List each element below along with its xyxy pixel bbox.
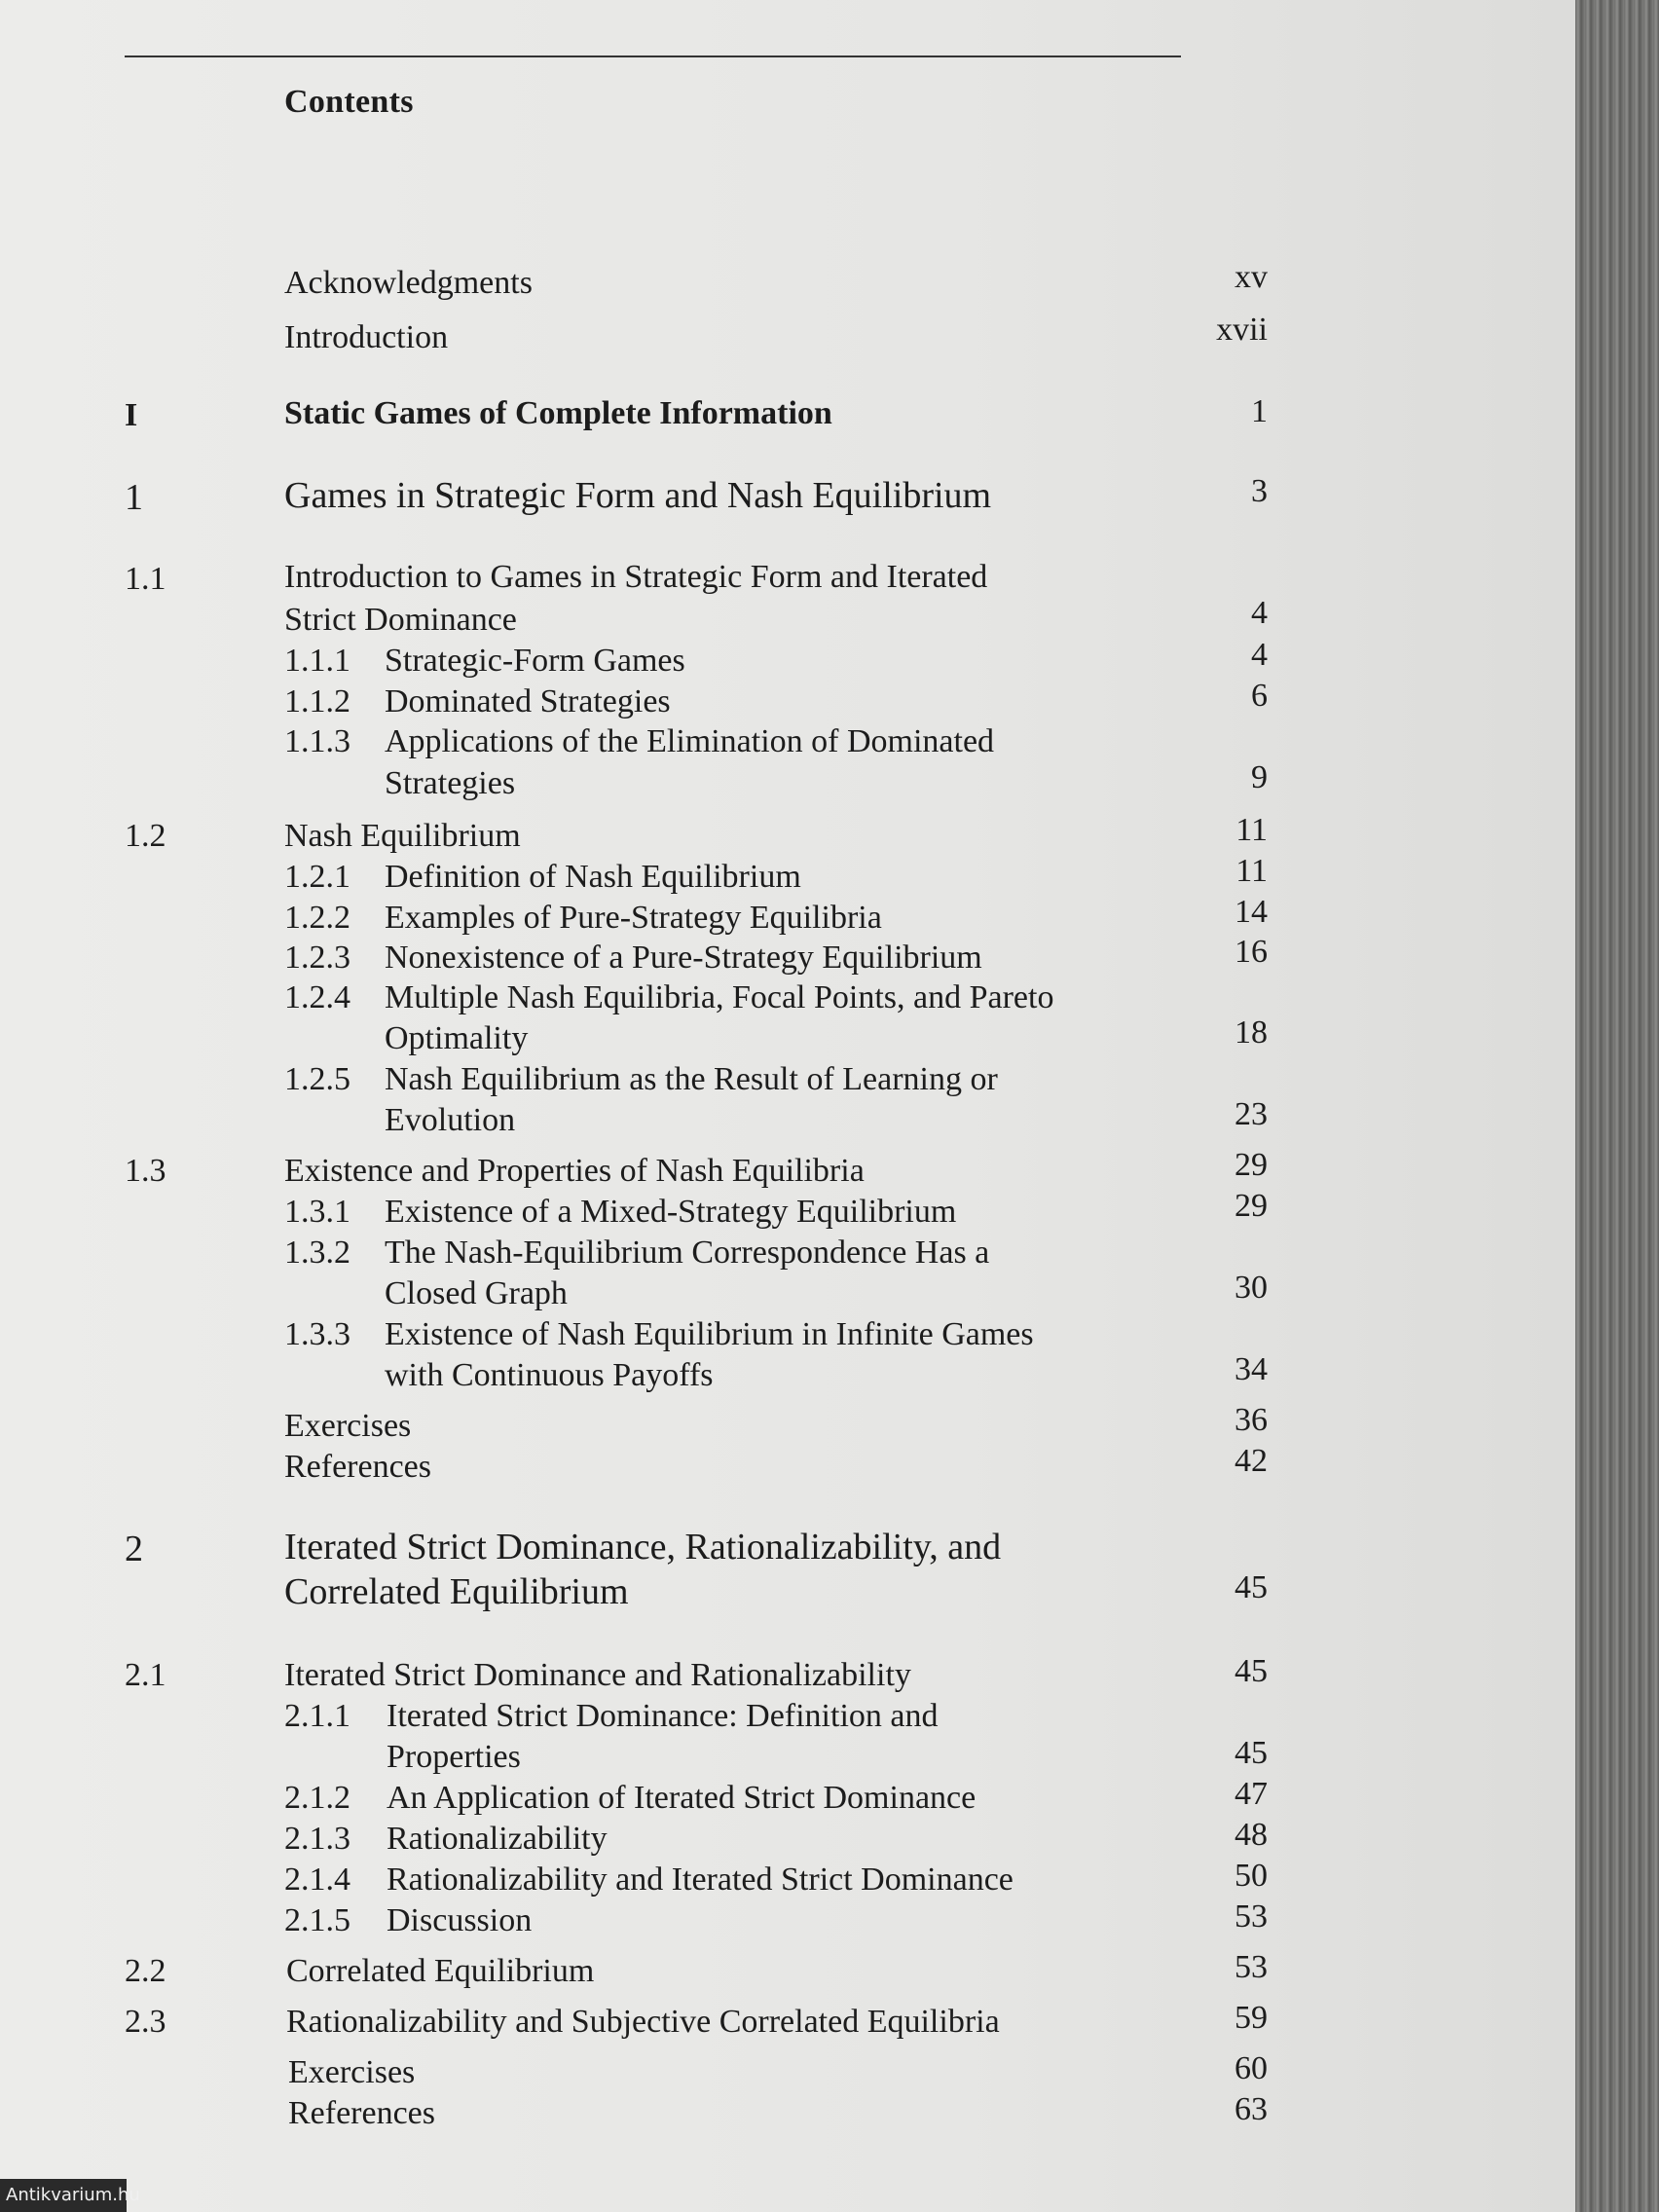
toc-title-acknowledgments: Acknowledgments <box>284 265 533 301</box>
subsection-page: 6 <box>1251 678 1268 714</box>
subsection-title: Definition of Nash Equilibrium <box>385 859 801 895</box>
subsection-number: 2.1.2 <box>284 1780 350 1816</box>
subsection-page: 4 <box>1251 637 1268 673</box>
chapter-page: 45 <box>1235 1569 1268 1605</box>
subsection-title-continued: Properties <box>387 1739 521 1775</box>
subsection-page: 11 <box>1235 853 1268 889</box>
references-page: 42 <box>1235 1443 1268 1479</box>
section-title: Nash Equilibrium <box>284 818 521 854</box>
toc-page-acknowledgments: xv <box>1235 259 1268 295</box>
section-page: 59 <box>1235 2000 1268 2036</box>
subsection-number: 1.2.4 <box>284 979 350 1015</box>
subsection-title: Strategic-Form Games <box>385 643 685 679</box>
page-title: Contents <box>284 84 414 120</box>
section-page: 11 <box>1235 812 1268 848</box>
subsection-title: Discussion <box>387 1902 533 1938</box>
subsection-title-continued: Evolution <box>385 1102 516 1138</box>
subsection-number: 2.1.5 <box>284 1902 350 1938</box>
subsection-title: Rationalizability <box>387 1821 608 1857</box>
subsection-number: 2.1.1 <box>284 1698 350 1734</box>
subsection-page: 48 <box>1235 1817 1268 1853</box>
subsection-number: 1.2.3 <box>284 940 350 976</box>
subsection-page: 53 <box>1235 1899 1268 1935</box>
subsection-page: 45 <box>1235 1735 1268 1771</box>
subsection-title-continued: Strategies <box>385 765 516 801</box>
references-title: References <box>288 2095 436 2131</box>
section-page: 45 <box>1235 1653 1268 1689</box>
chapter-number: 2 <box>125 1529 143 1569</box>
subsection-page: 16 <box>1235 934 1268 970</box>
subsection-page: 9 <box>1251 759 1268 795</box>
subsection-number: 1.1.2 <box>284 683 350 719</box>
subsection-title: Existence of Nash Equilibrium in Infinite Games <box>385 1316 1034 1352</box>
subsection-number: 1.1.3 <box>284 723 350 759</box>
chapter-title: Iterated Strict Dominance, Rationalizability, and <box>284 1527 1002 1567</box>
subsection-number: 1.2.5 <box>284 1061 350 1097</box>
section-title: Introduction to Games in Strategic Form and Iterated <box>284 559 988 595</box>
section-number: 2.1 <box>125 1657 166 1693</box>
chapter-title: Games in Strategic Form and Nash Equilibrium <box>284 475 992 516</box>
section-page: 53 <box>1235 1949 1268 1985</box>
subsection-title: Multiple Nash Equilibria, Focal Points, and Pareto <box>385 979 1054 1015</box>
subsection-page: 34 <box>1235 1351 1268 1387</box>
exercises-title: Exercises <box>284 1408 412 1444</box>
subsection-title-continued: Closed Graph <box>385 1275 568 1311</box>
watermark: Antikvarium.hu <box>0 2179 127 2212</box>
subsection-page: 18 <box>1235 1014 1268 1051</box>
references-title: References <box>284 1449 432 1485</box>
exercises-page: 60 <box>1235 2050 1268 2086</box>
subsection-title: Rationalizability and Iterated Strict Dominance <box>387 1862 1014 1898</box>
subsection-title: Nash Equilibrium as the Result of Learning or <box>385 1061 998 1097</box>
subsection-number: 1.2.1 <box>284 859 350 895</box>
section-number: 1.2 <box>125 818 166 854</box>
subsection-page: 50 <box>1235 1858 1268 1894</box>
part-page: 1 <box>1251 393 1268 429</box>
references-page: 63 <box>1235 2091 1268 2127</box>
subsection-title: Existence of a Mixed-Strategy Equilibrium <box>385 1194 957 1230</box>
subsection-page: 30 <box>1235 1270 1268 1306</box>
chapter-page: 3 <box>1251 473 1268 509</box>
chapter-title-continued: Correlated Equilibrium <box>284 1571 629 1612</box>
subsection-page: 47 <box>1235 1776 1268 1812</box>
section-number: 2.3 <box>125 2004 166 2040</box>
subsection-page: 23 <box>1235 1096 1268 1132</box>
part-title: Static Games of Complete Information <box>284 395 832 431</box>
subsection-title: The Nash-Equilibrium Correspondence Has a <box>385 1235 990 1271</box>
section-title: Correlated Equilibrium <box>286 1953 595 1989</box>
chapter-number: 1 <box>125 477 143 518</box>
exercises-page: 36 <box>1235 1402 1268 1438</box>
subsection-title: Examples of Pure-Strategy Equilibria <box>385 900 882 936</box>
subsection-title: Nonexistence of a Pure-Strategy Equilibrium <box>385 940 982 976</box>
subsection-number: 1.2.2 <box>284 900 350 936</box>
section-number: 2.2 <box>125 1953 166 1989</box>
subsection-number: 1.1.1 <box>284 643 350 679</box>
toc-title-introduction: Introduction <box>284 319 449 355</box>
section-title-continued: Strict Dominance <box>284 602 517 638</box>
section-number: 1.3 <box>125 1153 166 1189</box>
subsection-number: 2.1.3 <box>284 1821 350 1857</box>
toc-page-introduction: xvii <box>1216 312 1268 348</box>
subsection-title: Applications of the Elimination of Dominated <box>385 723 995 759</box>
subsection-number: 1.3.1 <box>284 1194 350 1230</box>
subsection-title: Dominated Strategies <box>385 683 671 719</box>
subsection-title-continued: with Continuous Payoffs <box>385 1357 714 1393</box>
part-number: I <box>125 397 138 433</box>
section-title: Rationalizability and Subjective Correlated Equilibria <box>286 2004 1000 2040</box>
exercises-title: Exercises <box>288 2054 416 2090</box>
subsection-title-continued: Optimality <box>385 1020 529 1056</box>
subsection-title: Iterated Strict Dominance: Definition and <box>387 1698 939 1734</box>
section-title: Iterated Strict Dominance and Rationalizability <box>284 1657 911 1693</box>
subsection-page: 29 <box>1235 1188 1268 1224</box>
book-spine-shadow <box>1575 0 1659 2212</box>
section-title: Existence and Properties of Nash Equilibria <box>284 1153 865 1189</box>
header-rule <box>125 55 1181 57</box>
section-page: 4 <box>1251 595 1268 631</box>
subsection-page: 14 <box>1235 894 1268 930</box>
subsection-title: An Application of Iterated Strict Dominance <box>387 1780 977 1816</box>
subsection-number: 1.3.2 <box>284 1235 350 1271</box>
section-number: 1.1 <box>125 561 166 597</box>
subsection-number: 2.1.4 <box>284 1862 350 1898</box>
section-page: 29 <box>1235 1147 1268 1183</box>
subsection-number: 1.3.3 <box>284 1316 350 1352</box>
